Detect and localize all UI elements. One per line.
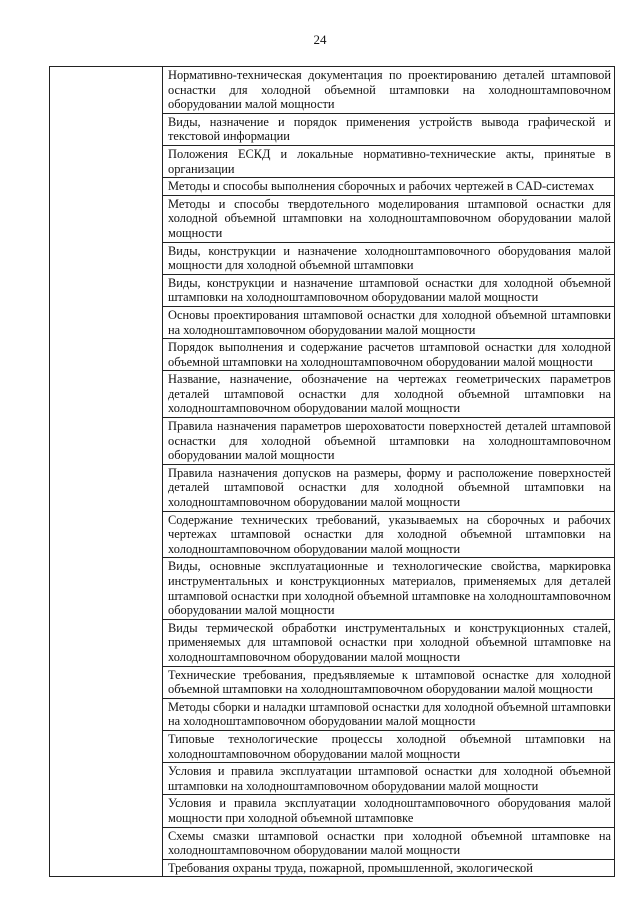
requirement-text: Виды, основные эксплуатационные и технологические свойства, маркировка инструментальных и конструкционных материалов, применяемых для деталей штамповой оснастки при холодной объемной штамповке на холодноштамповочном оборудовании малой мощности bbox=[163, 558, 615, 619]
requirement-text: Порядок выполнения и содержание расчетов штамповой оснастки для холодной объемной штамповки на холодноштамповочном оборудовании малой мощности bbox=[163, 339, 615, 371]
table-row bbox=[50, 67, 615, 114]
category-cell bbox=[50, 67, 163, 877]
table-body bbox=[50, 67, 615, 877]
requirement-text: Требования охраны труда, пожарной, промышленной, экологической bbox=[163, 859, 615, 877]
requirement-text: Типовые технологические процессы холодной объемной штамповки на холодноштамповочном оборудовании малой мощности bbox=[163, 730, 615, 762]
requirement-text: Виды, конструкции и назначение холодноштамповочного оборудования малой мощности для холодной объемной штамповки bbox=[163, 242, 615, 274]
requirement-text: Виды термической обработки инструментальных и конструкционных сталей, применяемых для штамповой оснастки при холодной объемной штамповке на холодноштамповочном оборудовании малой мощности bbox=[163, 619, 615, 666]
requirement-text: Схемы смазки штамповой оснастки при холодной объемной штамповке на холодноштамповочном оборудовании малой мощности bbox=[163, 827, 615, 859]
requirement-text: Положения ЕСКД и локальные нормативно-технические акты, принятые в организации bbox=[163, 145, 615, 177]
requirement-text: Технические требования, предъявляемые к штамповой оснастке для холодной объемной штамповки на холодноштамповочном оборудовании малой мощности bbox=[163, 666, 615, 698]
requirement-text: Условия и правила эксплуатации штамповой оснастки для холодной объемной штамповки на холодноштамповочном оборудовании малой мощности bbox=[163, 763, 615, 795]
requirement-text: Виды, назначение и порядок применения устройств вывода графической и текстовой информации bbox=[163, 113, 615, 145]
requirements-table bbox=[49, 66, 615, 877]
requirement-text: Методы и способы твердотельного моделирования штамповой оснастки для холодной объемной штамповки на холодноштамповочном оборудовании малой мощности bbox=[163, 195, 615, 242]
requirement-text: Правила назначения параметров шероховатости поверхностей деталей штамповой оснастки для холодной объемной штамповки на холодноштамповочном оборудовании малой мощности bbox=[163, 418, 615, 465]
requirement-text: Методы сборки и наладки штамповой оснастки для холодной объемной штамповки на холодноштамповочном оборудовании малой мощности bbox=[163, 698, 615, 730]
requirement-text: Условия и правила эксплуатации холодноштамповочного оборудования малой мощности при холодной объемной штамповке bbox=[163, 795, 615, 827]
requirement-text: Правила назначения допусков на размеры, форму и расположение поверхностей деталей штамповой оснастки для холодной объемной штамповки на холодноштамповочном оборудовании малой мощности bbox=[163, 464, 615, 511]
requirement-text: Методы и способы выполнения сборочных и рабочих чертежей в CAD-системах bbox=[163, 178, 615, 196]
requirement-text: Нормативно-техническая документация по проектированию деталей штамповой оснастки для холодной объемной штамповки на холодноштамповочном оборудовании малой мощности bbox=[163, 67, 615, 114]
requirement-text: Содержание технических требований, указываемых на сборочных и рабочих чертежах штамповой оснастки для холодной объемной штамповки на холодноштамповочном оборудовании малой мощности bbox=[163, 511, 615, 558]
page-number: 24 bbox=[313, 32, 327, 47]
requirement-text: Основы проектирования штамповой оснастки для холодной объемной штамповки на холодноштамповочном оборудовании малой мощности bbox=[163, 306, 615, 338]
requirement-text: Виды, конструкции и назначение штамповой оснастки для холодной объемной штамповки на холодноштамповочном оборудовании малой мощности bbox=[163, 274, 615, 306]
requirement-text: Название, назначение, обозначение на чертежах геометрических параметров деталей штамповой оснастки для холодной объемной штамповки на холодноштамповочном оборудовании малой мощности bbox=[163, 371, 615, 418]
